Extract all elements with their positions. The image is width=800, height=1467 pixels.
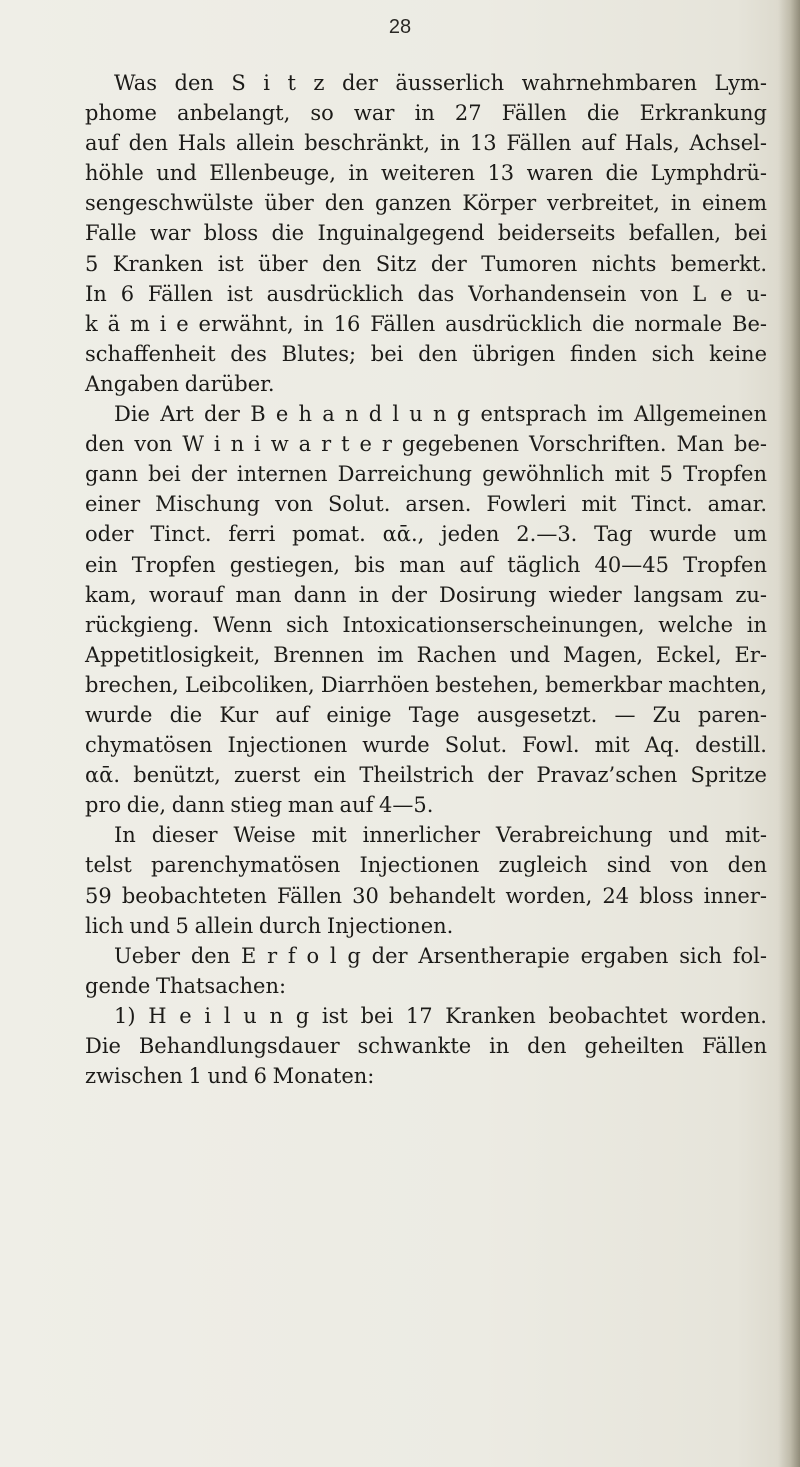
text-line: wurde die Kur auf einige Tage ausgesetzt. — Zu paren- xyxy=(85,702,767,727)
text-line: 1) H e i l u n g ist bei 17 Kranken beobachtet worden. xyxy=(114,1003,767,1028)
text-line: höhle und Ellenbeuge, in weiteren 13 waren die Lymphdrü- xyxy=(85,161,767,186)
text-line: sengeschwülste über den ganzen Körper verbreitet, in einem xyxy=(85,191,767,216)
text-line: Angaben darüber. xyxy=(85,371,275,396)
body-text xyxy=(85,68,767,1091)
text-line: Die Art der B e h a n d l u n g entsprach im Allgemeinen xyxy=(114,402,767,427)
text-line: gann bei der internen Darreichung gewöhnlich mit 5 Tropfen xyxy=(85,462,767,487)
text-line: In 6 Fällen ist ausdrücklich das Vorhandensein von L e u- xyxy=(85,281,767,306)
text-line: In dieser Weise mit innerlicher Verabreichung und mit- xyxy=(114,823,767,848)
text-line: k ä m i e erwähnt, in 16 Fällen ausdrücklich die normale Be- xyxy=(85,311,767,336)
text-line: Falle war bloss die Inguinalgegend beiderseits befallen, bei xyxy=(85,221,767,246)
text-line: schaffenheit des Blutes; bei den übrigen finden sich keine xyxy=(85,341,767,366)
page-number: 28 xyxy=(388,16,412,38)
text-line: ein Tropfen gestiegen, bis man auf täglich 40—45 Tropfen xyxy=(85,552,767,577)
text-line: phome anbelangt, so war in 27 Fällen die Erkrankung xyxy=(85,101,767,126)
text-line: αᾱ. benützt, zuerst ein Theilstrich der Pravaz’schen Spritze xyxy=(85,763,767,788)
text-line: 59 beobachteten Fällen 30 behandelt worden, 24 bloss inner- xyxy=(85,883,767,908)
text-line: einer Mischung von Solut. arsen. Fowleri mit Tinct. amar. xyxy=(85,492,767,517)
text-line: Die Behandlungsdauer schwankte in den geheilten Fällen xyxy=(85,1034,767,1058)
text-line: zwischen 1 und 6 Monaten: xyxy=(85,1064,375,1089)
text-line: Appetitlosigkeit, Brennen im Rachen und Magen, Eckel, Er- xyxy=(85,642,767,667)
text-line: brechen, Leibcoliken, Diarrhöen bestehen, bemerkbar machten, xyxy=(85,672,767,697)
text-line: pro die, dann stieg man auf 4—5. xyxy=(85,793,434,818)
text-line: rückgieng. Wenn sich Intoxicationserscheinungen, welche in xyxy=(85,612,767,637)
text-line: Ueber den E r f o l g der Arsentherapie ergaben sich fol- xyxy=(114,943,767,968)
text-line: Was den S i t z der äusserlich wahrnehmbaren Lym- xyxy=(114,71,767,95)
page-edge-shadow xyxy=(778,0,800,1467)
text-line: telst parenchymatösen Injectionen zugleich sind von den xyxy=(85,853,767,878)
text-line: den von W i n i w a r t e r gegebenen Vorschriften. Man be- xyxy=(85,432,767,457)
text-line: lich und 5 allein durch Injectionen. xyxy=(85,913,454,938)
text-line: auf den Hals allein beschränkt, in 13 Fällen auf Hals, Achsel- xyxy=(85,131,767,156)
text-line: gende Thatsachen: xyxy=(85,973,287,998)
text-line: 5 Kranken ist über den Sitz der Tumoren nichts bemerkt. xyxy=(85,251,767,276)
text-line: chymatösen Injectionen wurde Solut. Fowl. mit Aq. destill. xyxy=(85,733,767,758)
text-line: oder Tinct. ferri pomat. αᾱ., jeden 2.—3. Tag wurde um xyxy=(85,522,767,547)
text-line: kam, worauf man dann in der Dosirung wieder langsam zu- xyxy=(85,582,767,607)
